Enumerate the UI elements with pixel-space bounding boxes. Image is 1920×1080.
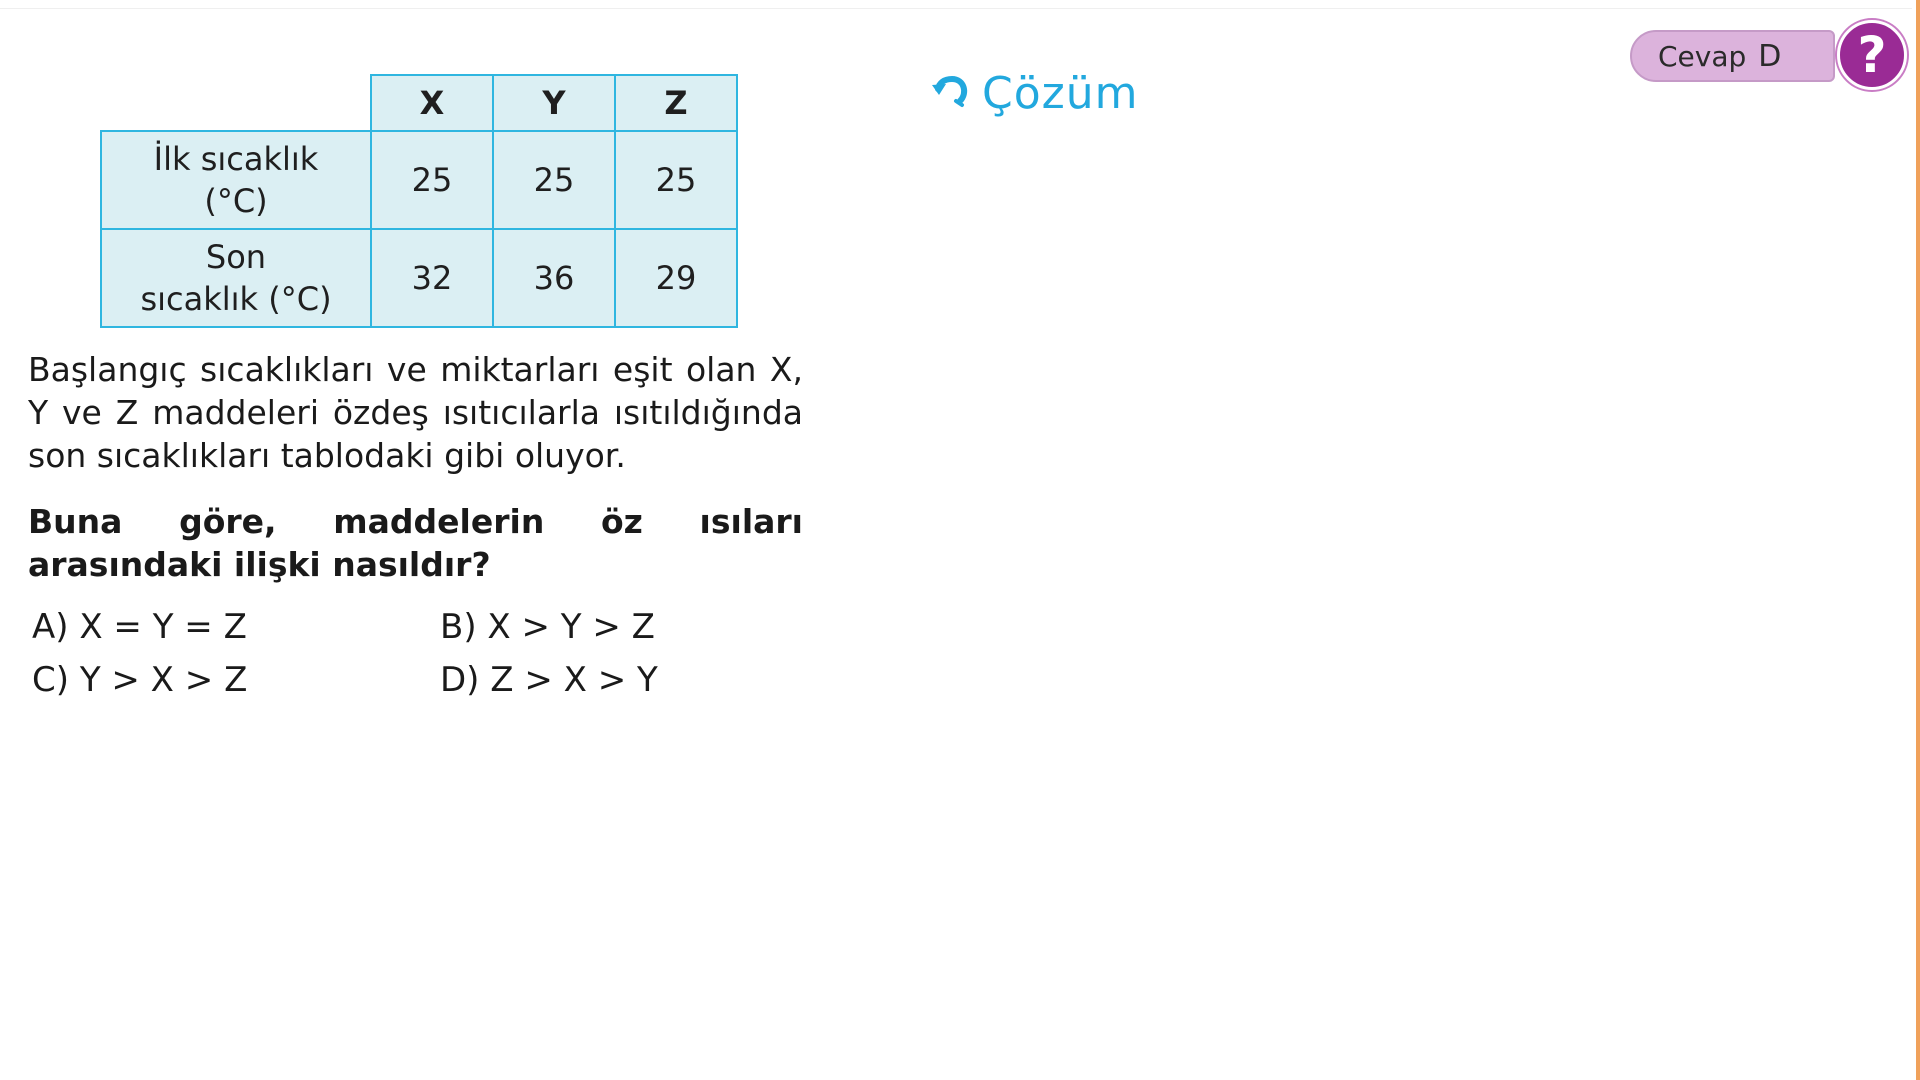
question-prompt: Buna göre, maddelerin öz ısıları arasındaki ilişki nasıldır? (28, 502, 803, 584)
header-z: Z (615, 75, 737, 131)
right-edge-bar (1916, 0, 1920, 1080)
cell-initial-y: 25 (493, 131, 615, 229)
cell-initial-x: 25 (371, 131, 493, 229)
cell-final-x: 32 (371, 229, 493, 327)
table-corner (101, 75, 371, 131)
cell-final-z: 29 (615, 229, 737, 327)
choice-a[interactable]: A) X = Y = Z (32, 607, 247, 647)
answer-badge[interactable] (1630, 30, 1835, 82)
row-label-final (101, 229, 371, 327)
choice-b[interactable]: B) X > Y > Z (440, 607, 655, 647)
row-label-line: (°C) (204, 182, 268, 220)
question-text: Başlangıç sıcaklıkları ve miktarları eşit olan X, Y ve Z maddeleri özdeş ısıtıcılarla ısıtıldığında son sıcaklıkları tablodaki gibi oluyor. (28, 350, 803, 475)
temperature-table (100, 74, 738, 328)
answer-letter: D (1758, 38, 1782, 74)
row-label-line: İlk sıcaklık (153, 140, 319, 178)
row-label-line: Son (205, 238, 267, 276)
choice-c[interactable]: C) Y > X > Z (32, 660, 248, 700)
table-row (101, 131, 737, 229)
table-row (101, 229, 737, 327)
help-button[interactable] (1837, 20, 1907, 90)
top-divider (0, 8, 1912, 9)
answer-label: Cevap (1658, 39, 1747, 73)
solution-button[interactable] (930, 68, 1139, 119)
question-mark-icon: ? (1857, 26, 1887, 84)
header-y: Y (493, 75, 615, 131)
row-label-initial (101, 131, 371, 229)
choice-d[interactable]: D) Z > X > Y (440, 660, 658, 700)
undo-arrow-icon (930, 71, 972, 117)
row-label-line: sıcaklık (°C) (140, 280, 332, 318)
cell-final-y: 36 (493, 229, 615, 327)
solution-label: Çözüm (982, 68, 1139, 119)
cell-initial-z: 25 (615, 131, 737, 229)
header-x: X (371, 75, 493, 131)
table-header-row (101, 75, 737, 131)
